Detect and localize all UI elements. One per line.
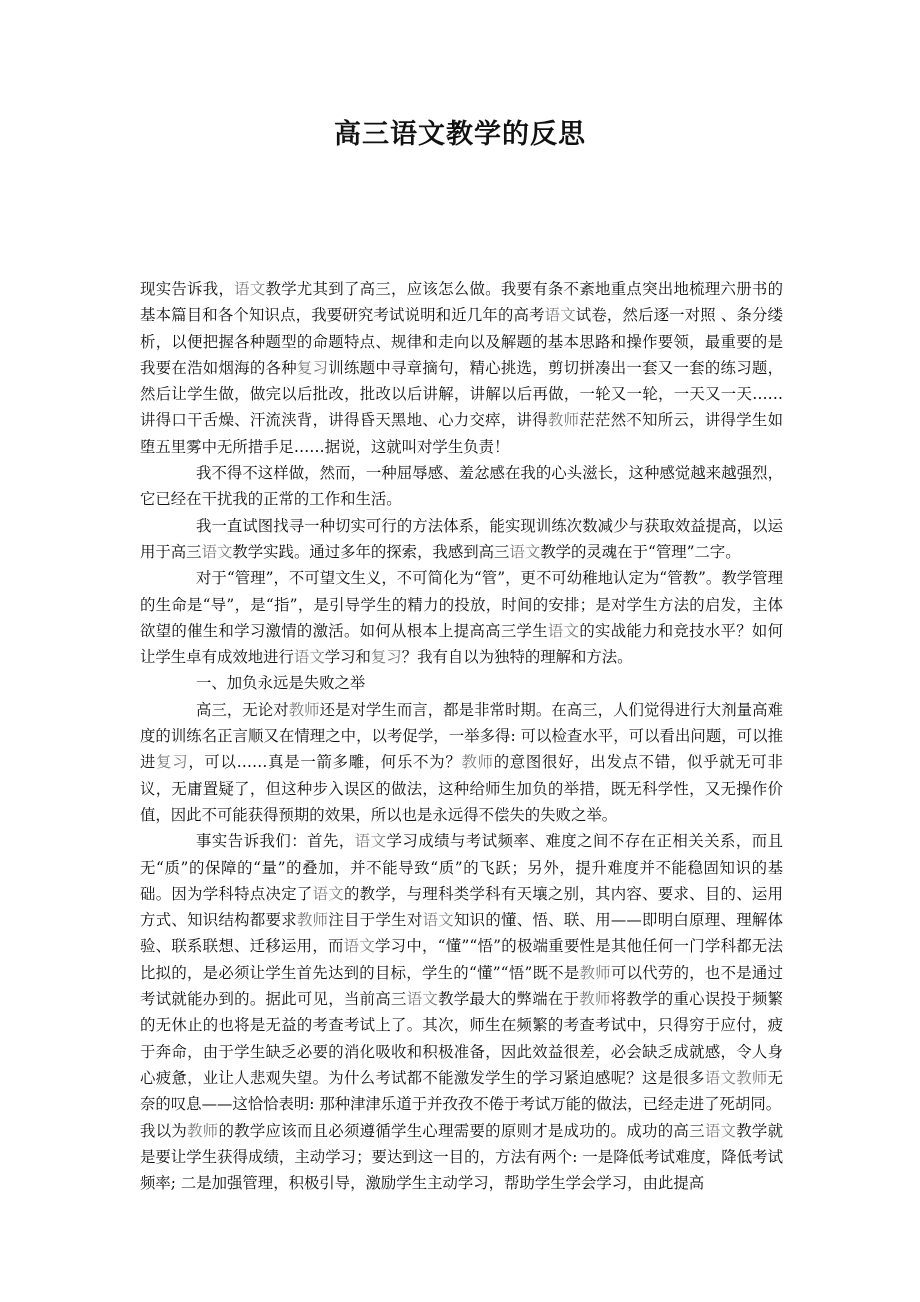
paragraph xyxy=(140,565,783,670)
highlighted-term: 语文 xyxy=(509,542,541,561)
text-segment: 对于“管理”，不可望文生义，不可简化为“管”，更不可幼稚地认定为“管教”。教学管理的生命是“导”，是“指”，是引导学生的精力的投放，时间的安排；是对学生方法的启发，主体欲望的催生和学习激情的激活。如何从根本上提高高三学生 xyxy=(140,569,783,640)
text-segment: 学习成绩与考试频率、难度之间不存在正相关关系，而且无“质”的保障的“量”的叠加，并不能导致“质”的飞跃；另外，提升难度并不能稳固知识的基础。因为学科特点决定了 xyxy=(140,832,783,903)
highlighted-term: 语文 xyxy=(343,937,375,956)
highlighted-term: 语文 xyxy=(547,621,580,640)
text-segment: 还是对学生而言，都是非常时期。在高三，人们觉得进行大剂量高难度的训练名正言顺又在情理之中，以考促学，一举多得: 可以检查水平，可以看出问题，可以推进 xyxy=(140,700,783,772)
text-segment: 我以为 xyxy=(140,1121,188,1140)
text-segment: 教学实践。通过多年的探索，我感到高三 xyxy=(232,542,510,561)
text-segment: 的实战能力和竞技水平？如何让学生卓有成效地进行 xyxy=(140,621,783,667)
text-segment: 注目于学生对 xyxy=(328,911,423,930)
highlighted-term: 教师 xyxy=(579,963,611,982)
text-segment: 试卷，然后逐一对照 、条分缕析，以便把握各种题型的命题特点、规律和走向以及解题的基本思路和操作要领，最重要的是我要在浩如烟海的各种 xyxy=(140,306,783,377)
highlighted-term: 语文 xyxy=(704,1121,737,1140)
highlighted-term: 教师 xyxy=(187,1121,219,1140)
highlighted-term: 语文 xyxy=(406,990,439,1009)
paragraph xyxy=(140,1118,783,1197)
highlighted-term: 复习 xyxy=(296,358,329,377)
text-segment: 的教学应该而且必须遵循学生心理需要的原则才是成功的。成功的高三 xyxy=(218,1121,705,1140)
highlighted-term: 教师 xyxy=(736,1068,768,1087)
highlighted-term: 教师 xyxy=(296,911,329,930)
text-segment: 一、加负永远是失败之举 xyxy=(196,674,366,693)
paragraph xyxy=(140,670,783,696)
text-segment: 将教学的重心误投于频繁的无休止的也将是无益的考查考试上了。其次，师生在频繁的考查考试中，只得穷于应付，疲于奔命，由于学生缺乏必要的消化吸收和积极准备，因此效益很差，必会缺乏成就感，令人身心疲惫，业让人悲观失望。为什么考试都不能激发学生的学习紧迫感呢？这是很多 xyxy=(140,990,783,1087)
text-segment: 我一直试图找寻一种切实可行的方法体系，能实现训练次数减少与获取效益提高，以运用于高三 xyxy=(140,516,783,561)
text-segment: 事实告诉我们：首先， xyxy=(196,832,355,851)
text-segment: 可以代劳的，也不是通过考试就能办到的。据此可见，当前高三 xyxy=(140,963,783,1009)
text-segment: 高三，无论对 xyxy=(196,700,289,719)
highlighted-term: 复习 xyxy=(370,648,402,667)
highlighted-term: 语文 xyxy=(544,306,576,325)
text-segment: 的教学，与理科类学科有天壤之别，其内容、要求、目的、运用方式、知识结构都要求 xyxy=(140,884,783,930)
text-segment: 无奈的叹息——这恰恰表明: 那种津津乐道于并孜孜不倦于考试万能的做法，已经走进了死胡同。 xyxy=(140,1068,783,1114)
highlighted-term: 语文 xyxy=(234,280,266,298)
highlighted-term: 教师 xyxy=(579,990,611,1009)
document-body xyxy=(140,276,783,1196)
paragraph xyxy=(140,460,783,513)
document-title: 高三语文教学的反思 xyxy=(334,119,586,150)
text-segment: ？我有自以为独特的理解和方法。 xyxy=(401,648,633,667)
paragraph xyxy=(140,513,783,566)
text-segment: 学习中，“懂”“悟”的极端重要性是其他任何一门学科都无法比拟的，是必须让学生首先达到的目标，学生的“懂”“悟”既不是 xyxy=(140,937,783,982)
highlighted-term: 教师 xyxy=(547,411,580,430)
highlighted-term: 语文 xyxy=(422,911,454,930)
paragraph xyxy=(140,828,783,1117)
text-segment: 教学就是要让学生获得成绩，主动学习；要达到这一目的，方法有两个: 一是降低考试难度，降低考试频率; 二是加强管理，积极引导，激励学生主动学习，帮助学生学会学习，由此提高 xyxy=(140,1121,783,1193)
highlighted-term: 语文 xyxy=(354,832,387,851)
text-segment: 现实告诉我， xyxy=(140,280,235,298)
text-segment: 我不得不这样做，然而，一种屈辱感、羞忿感在我的心头滋长，这种感觉越来越强烈， 它已经在干扰我的正常的工作和生活。 xyxy=(140,464,783,509)
text-segment: ，可以……真是一箭多雕，何乐不为？ xyxy=(188,753,462,772)
highlighted-term: 语文 xyxy=(704,1068,737,1087)
text-segment: 学习和 xyxy=(324,648,371,667)
text-segment: 的意图很好，出发点不错，似乎就无可非议，无庸置疑了，但这种步入误区的做法，这种给师生加负的举措，既无科学性，又无操作价值，因此不可能获得预期的效果，所以也是永远得不偿失的失败之举。 xyxy=(140,753,783,824)
highlighted-term: 教师 xyxy=(288,700,320,719)
highlighted-term: 复习 xyxy=(156,753,189,772)
paragraph xyxy=(140,697,783,828)
text-segment: 训练题中寻章摘句，精心挑选，剪切拼凑出一套又一套的练习题，然后让学生做，做完以后批改，批改以后讲解，讲解以后再做，一轮又一轮，一天又一天……讲得口干舌燥、汗流浃背，讲得昏天黑地、心力交瘁，讲得 xyxy=(140,358,783,430)
text-segment: 教学尤其到了高三，应该怎么做。我要有条不紊地重点突出地梳理六册书的基本篇目和各个知识点，我要研究考试说明和近几年的高考 xyxy=(140,280,783,325)
paragraph xyxy=(140,276,783,460)
highlighted-term: 语文 xyxy=(293,648,325,667)
text-segment: 茫茫然不知所云，讲得学生如堕五里雾中无所措手足……据说，这就叫对学生负责！ xyxy=(140,411,783,456)
highlighted-term: 教师 xyxy=(461,753,494,772)
text-segment: 教学的灵魂在于“管理”二字。 xyxy=(540,542,741,561)
highlighted-term: 语文 xyxy=(312,884,344,903)
text-segment: 教学最大的弊端在于 xyxy=(438,990,580,1009)
text-segment: 知识的懂、悟、联、用——即明白原理、理解体验、联系联想、迁移运用，而 xyxy=(140,911,783,956)
highlighted-term: 语文 xyxy=(201,542,233,561)
